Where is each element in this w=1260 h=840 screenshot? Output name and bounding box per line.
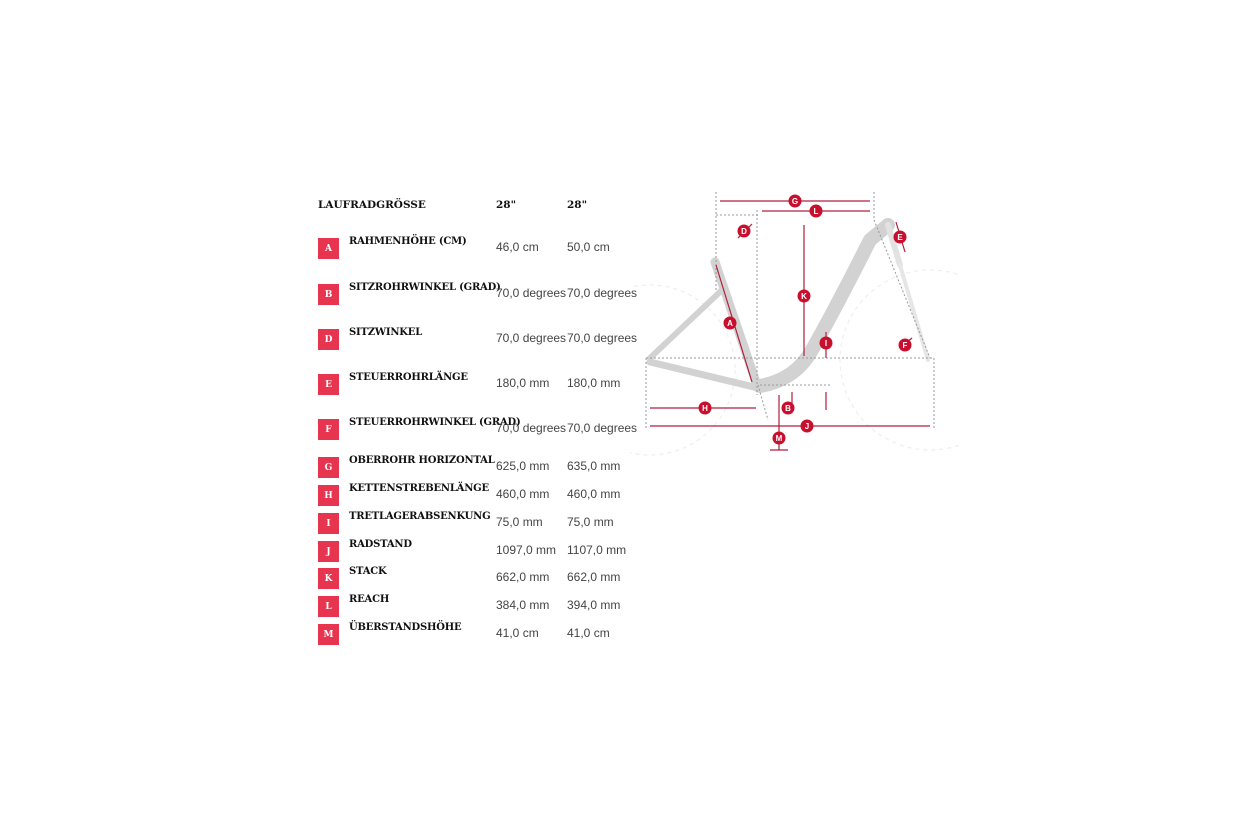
row-letter-badge: B xyxy=(318,284,339,305)
marker-h xyxy=(699,402,712,415)
svg-text:H: H xyxy=(702,404,708,413)
row-label: STEUERROHRLÄNGE xyxy=(349,372,468,383)
geometry-row xyxy=(318,513,648,535)
row-letter-badge: M xyxy=(318,624,339,645)
row-label: RAHMENHÖHE (CM) xyxy=(349,236,467,247)
row-label: STACK xyxy=(349,566,387,577)
row-value-1: 70,0 degrees xyxy=(496,331,567,345)
row-letter-badge: K xyxy=(318,568,339,589)
svg-text:I: I xyxy=(824,339,828,348)
row-value-1: 384,0 mm xyxy=(496,598,550,612)
row-label: SITZWINKEL xyxy=(349,327,423,338)
svg-text:G: G xyxy=(791,197,799,206)
row-value-2: 394,0 mm xyxy=(567,598,621,612)
row-value-2: 41,0 cm xyxy=(567,626,610,640)
svg-text:M: M xyxy=(775,434,783,443)
row-letter-badge: L xyxy=(318,596,339,617)
svg-text:J: J xyxy=(804,422,810,431)
geometry-row xyxy=(318,238,648,260)
svg-text:K: K xyxy=(801,292,807,301)
row-letter-badge: F xyxy=(318,419,339,440)
marker-m xyxy=(773,432,786,445)
geometry-row xyxy=(318,541,648,563)
row-value-2: 460,0 mm xyxy=(567,487,621,501)
row-label: RADSTAND xyxy=(349,539,412,550)
row-value-2: 75,0 mm xyxy=(567,515,614,529)
row-label: OBERROHR HORIZONTAL xyxy=(349,455,495,466)
svg-text:D: D xyxy=(741,227,747,236)
marker-d xyxy=(738,225,751,238)
row-label: TRETLAGERABSENKUNG xyxy=(349,511,491,522)
row-value-2: 1107,0 mm xyxy=(567,543,627,557)
row-value-1: 662,0 mm xyxy=(496,570,550,584)
row-letter-badge: A xyxy=(318,238,339,259)
svg-text:F: F xyxy=(902,341,908,350)
geometry-row xyxy=(318,419,648,441)
row-letter-badge: J xyxy=(318,541,339,562)
row-value-1: 1097,0 mm xyxy=(496,543,557,557)
geometry-row xyxy=(318,374,648,396)
svg-text:B: B xyxy=(785,404,791,413)
marker-e xyxy=(894,231,907,244)
marker-j xyxy=(801,420,814,433)
row-value-1: 70,0 degrees xyxy=(496,286,567,300)
header-wheel-size: LAUFRADGRÖSSE xyxy=(318,199,426,211)
row-letter-badge: D xyxy=(318,329,339,350)
row-value-2: 635,0 mm xyxy=(567,459,621,473)
svg-text:E: E xyxy=(897,233,903,242)
geometry-row xyxy=(318,457,648,479)
row-label: KETTENSTREBENLÄNGE xyxy=(349,483,489,494)
row-value-2: 50,0 cm xyxy=(567,240,610,254)
geometry-row xyxy=(318,596,648,618)
marker-a xyxy=(724,317,737,330)
geometry-row xyxy=(318,568,648,590)
marker-k xyxy=(798,290,811,303)
svg-text:A: A xyxy=(727,319,733,328)
geometry-row xyxy=(318,624,648,646)
row-label: SITZROHRWINKEL (GRAD) xyxy=(349,282,501,293)
geometry-row xyxy=(318,284,648,306)
row-letter-badge: E xyxy=(318,374,339,395)
marker-l xyxy=(810,205,823,218)
row-value-1: 625,0 mm xyxy=(496,459,550,473)
marker-i xyxy=(820,337,833,350)
row-label: ÜBERSTANDSHÖHE xyxy=(349,622,462,633)
row-value-1: 46,0 cm xyxy=(496,240,539,254)
row-value-1: 75,0 mm xyxy=(496,515,543,529)
header-size-2: 28" xyxy=(567,199,588,211)
row-value-1: 70,0 degrees xyxy=(496,421,567,435)
geometry-row xyxy=(318,485,648,507)
row-value-2: 662,0 mm xyxy=(567,570,621,584)
row-value-1: 41,0 cm xyxy=(496,626,539,640)
row-letter-badge: I xyxy=(318,513,339,534)
marker-g xyxy=(789,195,802,208)
row-value-2: 70,0 degrees xyxy=(567,286,638,300)
bike-geometry-diagram xyxy=(630,180,960,465)
row-label: STEUERROHRWINKEL (GRAD) xyxy=(349,417,521,428)
row-letter-badge: H xyxy=(318,485,339,506)
marker-b xyxy=(782,402,795,415)
row-letter-badge: G xyxy=(318,457,339,478)
row-label: REACH xyxy=(349,594,390,605)
row-value-1: 460,0 mm xyxy=(496,487,550,501)
row-value-1: 180,0 mm xyxy=(496,376,550,390)
header-size-1: 28" xyxy=(496,199,517,211)
geometry-row xyxy=(318,329,648,351)
bike-frame xyxy=(650,225,928,388)
svg-text:L: L xyxy=(813,207,819,216)
row-value-2: 180,0 mm xyxy=(567,376,621,390)
row-value-2: 70,0 degrees xyxy=(567,331,638,345)
marker-f xyxy=(899,339,912,352)
row-value-2: 70,0 degrees xyxy=(567,421,638,435)
